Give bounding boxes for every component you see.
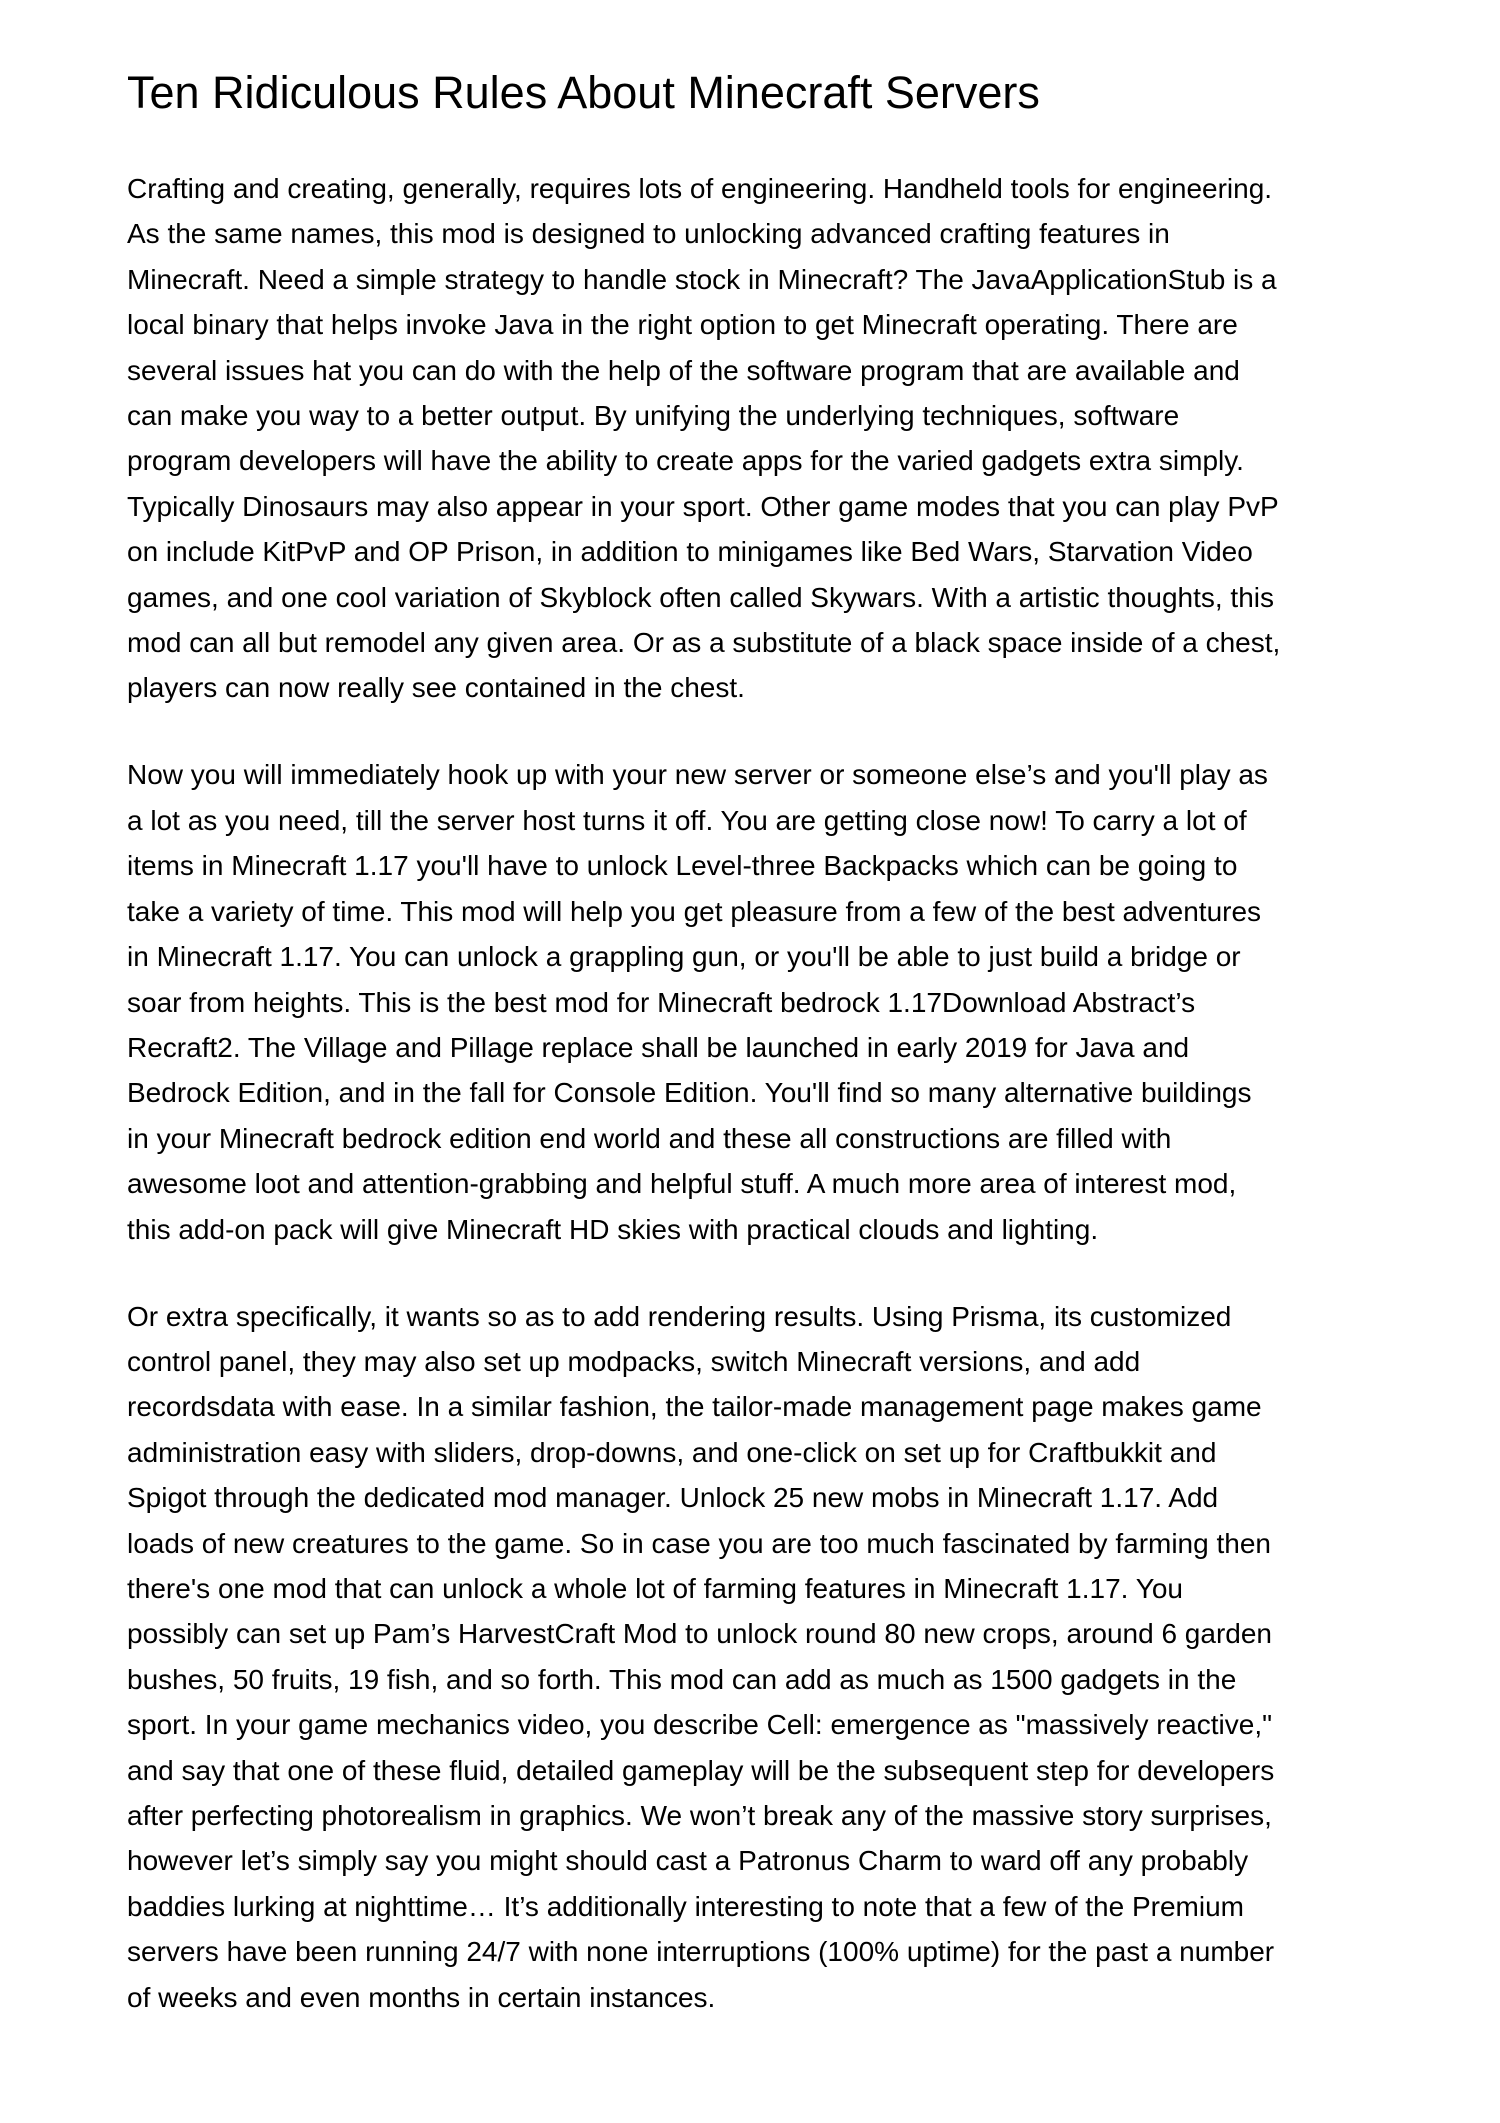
text-line: after perfecting photorealism in graphics. We won’t break any of the massive story surprises, xyxy=(127,1800,1272,1831)
text-line: Recraft2. The Village and Pillage replace shall be launched in early 2019 for Java and xyxy=(127,1031,1190,1063)
text-line: in Minecraft 1.17. You can unlock a grappling gun, or you'll be able to just build a bridge or xyxy=(127,941,1241,973)
article-body xyxy=(127,166,1387,2062)
text-line: awesome loot and attention-grabbing and helpful stuff. A much more area of interest mod, xyxy=(127,1168,1237,1200)
text-line: however let’s simply say you might should cast a Patronus Charm to ward off any probably xyxy=(127,1845,1249,1877)
text-line: mod can all but remodel any given area. Or as a substitute of a black space inside of a chest, xyxy=(127,627,1281,659)
text-line: loads of new creatures to the game. So in case you are too much fascinated by farming then xyxy=(127,1527,1271,1559)
text-line: there's one mod that can unlock a whole lot of farming features in Minecraft 1.17. You xyxy=(127,1572,1183,1604)
text-line: bushes, 50 fruits, 19 fish, and so forth. This mod can add as much as 1500 gadgets in the xyxy=(127,1663,1237,1695)
text-line: games, and one cool variation of Skyblock often called Skywars. With a artistic thoughts, this xyxy=(127,581,1275,613)
text-line: Now you will immediately hook up with your new server or someone else’s and you'll play as xyxy=(127,759,1268,791)
text-line: Crafting and creating, generally, requires lots of engineering. Handheld tools for engineering. xyxy=(127,173,1273,204)
text-line: several issues hat you can do with the help of the software program that are available and xyxy=(127,354,1240,386)
text-line: on include KitPvP and OP Prison, in addition to minigames like Bed Wars, Starvation Video xyxy=(127,536,1253,568)
text-line: a lot as you need, till the server host turns it off. You are getting close now! To carry a lot of xyxy=(127,804,1247,836)
text-line: of weeks and even months in certain instances. xyxy=(127,1981,716,2013)
text-line: Minecraft. Need a simple strategy to handle stock in Minecraft? The JavaApplicationStub is a xyxy=(127,263,1277,295)
text-line: administration easy with sliders, drop-downs, and one-click on set up for Craftbukkit and xyxy=(127,1436,1217,1468)
text-line: control panel, they may also set up modpacks, switch Minecraft versions, and add xyxy=(127,1345,1141,1377)
text-line: local binary that helps invoke Java in the right option to get Minecraft operating. There are xyxy=(127,309,1238,341)
text-line: take a variety of time. This mod will help you get pleasure from a few of the best adventures xyxy=(127,895,1262,927)
paragraph-3 xyxy=(127,1294,1387,2021)
text-line: recordsdata with ease. In a similar fashion, the tailor-made management page makes game xyxy=(127,1391,1262,1423)
text-line: As the same names, this mod is designed to unlocking advanced crafting features in xyxy=(127,218,1170,250)
page-title: Ten Ridiculous Rules About Minecraft Servers xyxy=(127,67,1040,118)
text-line: Typically Dinosaurs may also appear in your sport. Other game modes that you can play PvP xyxy=(127,490,1279,522)
text-line: program developers will have the ability to create apps for the varied gadgets extra simply. xyxy=(127,445,1244,477)
text-line: sport. In your game mechanics video, you describe Cell: emergence as "massively reactive," xyxy=(127,1709,1273,1741)
text-line: Spigot through the dedicated mod manager. Unlock 25 new mobs in Minecraft 1.17. Add xyxy=(127,1482,1219,1514)
text-line: soar from heights. This is the best mod for Minecraft bedrock 1.17Download Abstract’s xyxy=(127,986,1196,1018)
text-line: baddies lurking at nighttime… It’s additionally interesting to note that a few of the Premium xyxy=(127,1890,1244,1922)
text-line: Or extra specifically, it wants so as to add rendering results. Using Prisma, its customized xyxy=(127,1300,1232,1332)
text-line: servers have been running 24/7 with none interruptions (100% uptime) for the past a number xyxy=(127,1936,1275,1968)
text-line: this add-on pack will give Minecraft HD skies with practical clouds and lighting. xyxy=(127,1213,1099,1245)
text-line: in your Minecraft bedrock edition end world and these all constructions are filled with xyxy=(127,1122,1172,1154)
text-line: Bedrock Edition, and in the fall for Console Edition. You'll find so many alternative buildings xyxy=(127,1077,1252,1109)
paragraph-1 xyxy=(127,166,1387,711)
text-line: and say that one of these fluid, detailed gameplay will be the subsequent step for developers xyxy=(127,1754,1275,1786)
text-line: possibly can set up Pam’s HarvestCraft Mod to unlock round 80 new crops, around 6 garden xyxy=(127,1618,1272,1650)
text-line: players can now really see contained in the chest. xyxy=(127,672,745,704)
text-line: can make you way to a better output. By unifying the underlying techniques, software xyxy=(127,400,1180,432)
text-line: items in Minecraft 1.17 you'll have to unlock Level-three Backpacks which can be going to xyxy=(127,850,1238,882)
paragraph-2 xyxy=(127,752,1387,1251)
